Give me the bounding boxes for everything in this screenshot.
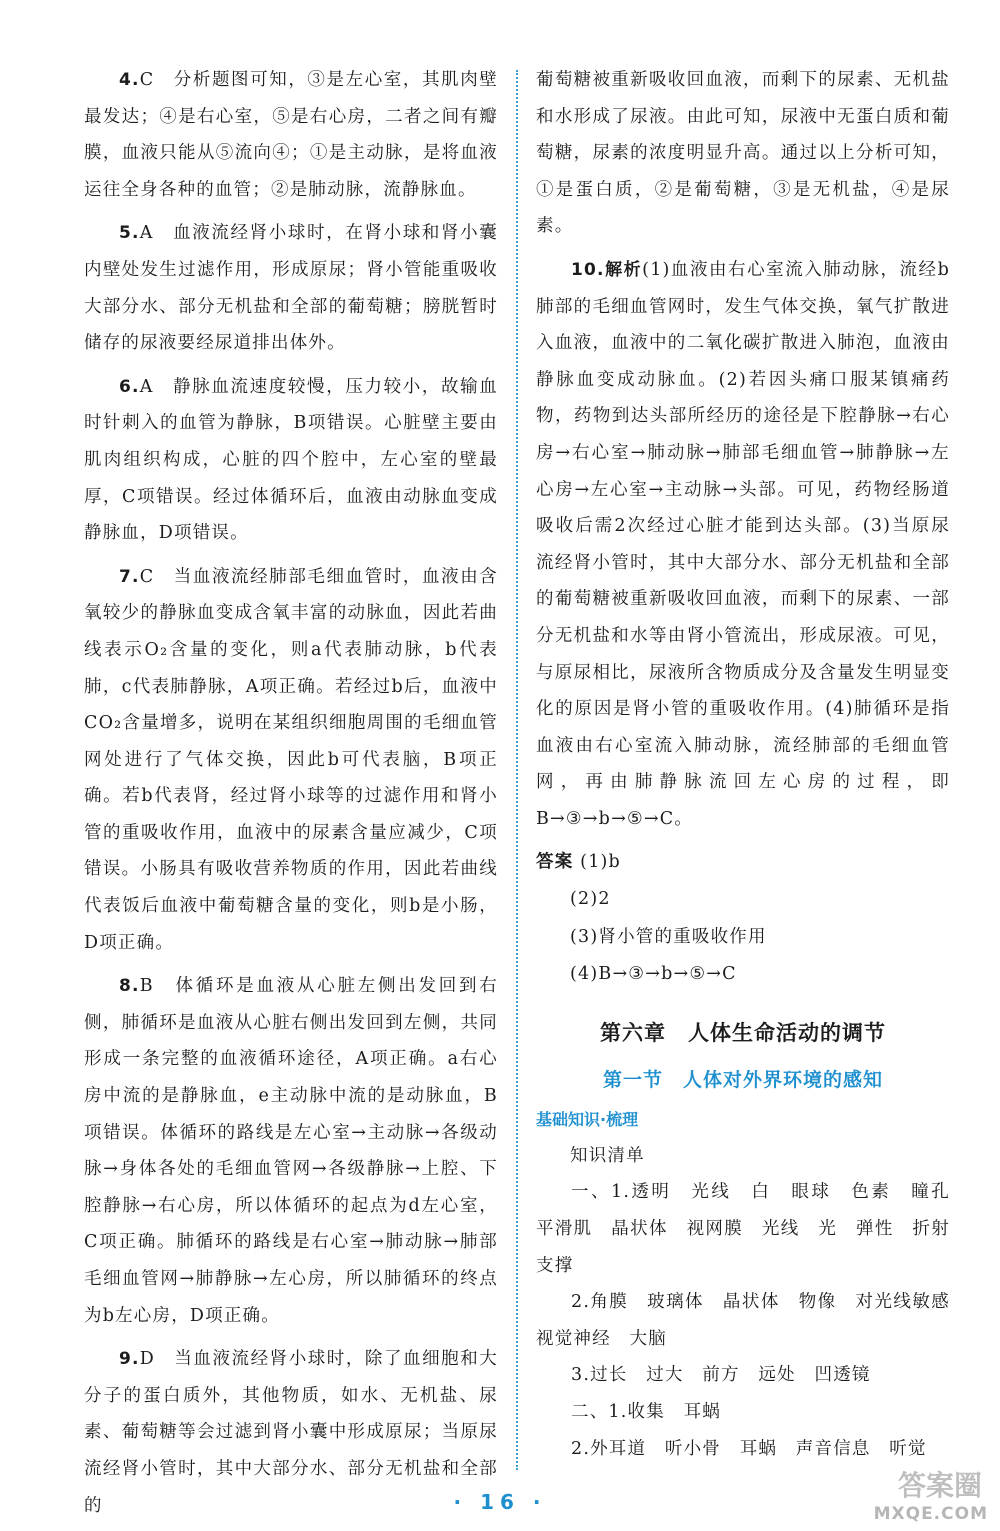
explanation-text: C 分析题图可知，③是左心室，其肌肉壁最发达；④是右心室，⑤是右心房，二者之间有瓣膜，血液只能从⑤流向④；①是主动脉，是将血液运往全身各种的血管；②是肺动脉，流静脉血。: [84, 70, 498, 200]
answer-explanation-4: [84, 62, 498, 208]
column-divider: [516, 70, 518, 1470]
knowledge-line: 2.角膜 玻璃体 晶状体 物像 对光线敏感 视觉神经 大脑: [536, 1292, 969, 1349]
answer-line-1: [536, 844, 950, 881]
question-number: 6.: [119, 376, 140, 397]
list-title: 知识清单: [570, 1145, 645, 1166]
question-number: 7.: [119, 566, 140, 587]
left-column: [84, 62, 498, 1531]
question-number: 4.: [119, 70, 140, 90]
explanation-text: A 静脉血流速度较慢，压力较小，故输血时针刺入的血管为静脉，B项错误。心脏壁主要由肌肉组织构成，心脏的四个腔中，左心室的壁最厚，C项错误。经过体循环后，血液由动脉血变成静脉血，D项错误。: [84, 376, 498, 544]
section-title: 第一节 人体对外界环境的感知: [602, 1068, 883, 1091]
chapter-title: 第六章 人体生命活动的调节: [600, 1020, 886, 1045]
answer-explanation-5: [84, 215, 498, 361]
knowledge-line: 3.过长 过大 前方 远处 凹透镜: [571, 1365, 871, 1386]
answer-item: (2)2: [570, 889, 611, 910]
question-number: 10.: [571, 259, 605, 280]
watermark-text: MXQE.COM: [873, 1504, 988, 1524]
answer-explanation-8: [84, 968, 498, 1334]
explanation-text: A 血液流经肾小球时，在肾小球和肾小囊内壁处发生过滤作用，形成原尿；肾小管能重吸收大部分水、部分无机盐和全部的葡萄糖；膀胱暂时储存的尿液要经尿道排出体外。: [84, 223, 498, 354]
question-number: 5.: [119, 223, 140, 244]
answer-label: 答案: [536, 852, 574, 873]
answer-item: (4)B→③→b→⑤→C: [570, 964, 737, 985]
page-number: · 16 ·: [453, 1490, 547, 1514]
knowledge-line: 2.外耳道 听小骨 耳蜗 声音信息 听觉: [571, 1438, 927, 1459]
knowledge-line: 二、1.收集 耳蜗: [571, 1402, 721, 1422]
question-number: 9.: [119, 1349, 140, 1370]
right-column: [536, 62, 969, 1467]
explanation-text: D 当血液流经肾小球时，除了血细胞和大分子的蛋白质外，其他物质，如水、无机盐、尿素、葡萄糖等会过滤到肾小囊中形成原尿；当原尿流经肾小管时，其中大部分水、部分无机盐和全部的: [84, 1349, 498, 1516]
answer-explanation-10: [536, 252, 950, 838]
answer-explanation-6: [84, 369, 498, 552]
analysis-label: 解析: [604, 259, 643, 280]
answer-item: (1)b: [580, 852, 621, 873]
watermark-logo: 答案圈: [897, 1469, 982, 1502]
explanation-text: (1)血液由右心室流入肺动脉，流经b肺部的毛细血管网时，发生气体交换，氧气扩散进入血液，血液中的二氧化碳扩散进入肺泡，血液由静脉血变成动脉血。(2)若因头痛口服某镇痛药物，药物到达头部所经历的途径是下腔静脉→右心房→右心室→肺动脉→肺部毛细血管→肺静脉→左心房→左心室→主动脉→头部。可见，药物经肠道吸收后需2次经过心脏才能到达头部。(3)当原尿流经肾小管时，其中大部分水、部分无机盐和全部的葡萄糖被重新吸收回血液，而剩下的尿素、一部分无机盐和水等由肾小管流出，形成尿液。可见，与原尿相比，尿液所含物质成分及含量发生明显变化的原因是肾小管的重吸收作用。(4)肺循环是指血液由右心室流入肺动脉，流经肺部的毛细血管网，再由肺静脉流回左心房的过程，即B→③→b→⑤→C。: [536, 259, 950, 829]
explanation-text: C 当血液流经肺部毛细血管时，血液由含氧较少的静脉血变成含氧丰富的动脉血，因此若曲线表示O₂含量的变化，则a代表肺动脉，b代表肺，c代表肺静脉，A项正确。若经过b后，血液中CO₂含量增多，说明在某组织细胞周围的毛细血管网处进行了气体交换，因此b可代表脑，B项正确。若b代表肾，经过肾小球等的过滤作用和肾小管的重吸收作用，血液中的尿素含量应减少，C项错误。小肠具有吸收营养物质的作用，因此若曲线代表饭后血液中葡萄糖含量的变化，则b是小肠，D项正确。: [84, 566, 498, 953]
explanation-text: B 体循环是血液从心脏左侧出发回到右侧，肺循环是血液从心脏右侧出发回到左侧，共同形成一条完整的血液循环途径，A项正确。a右心房中流的是静脉血，e主动脉中流的是动脉血，B项错误。体循环的路线是左心室→主动脉→各级动脉→身体各处的毛细血管网→各级静脉→上腔、下腔静脉→右心房，所以体循环的起点为d左心室，C项正确。肺循环的路线是右心室→肺动脉→肺部毛细血管网→肺静脉→左心房，所以肺循环的终点为b左心房，D项正确。: [84, 976, 498, 1326]
answer-explanation-9-continued: 葡萄糖被重新吸收回血液，而剩下的尿素、无机盐和水形成了尿液。由此可知，尿液中无蛋白质和葡萄糖，尿素的浓度明显升高。通过以上分析可知，①是蛋白质，②是葡萄糖，③是无机盐，④是尿素。: [536, 70, 950, 237]
knowledge-line: 一、1.透明 光线 白 眼球 色素 瞳孔 平滑肌 晶状体 视网膜 光线 光 弹性 折射 支撑: [536, 1182, 969, 1276]
question-number: 8.: [119, 976, 140, 997]
answer-item: (3)肾小管的重吸收作用: [570, 926, 767, 947]
watermark: [852, 1464, 988, 1524]
block-title: 基础知识·梳理: [536, 1109, 639, 1129]
answer-explanation-7: [84, 559, 498, 962]
